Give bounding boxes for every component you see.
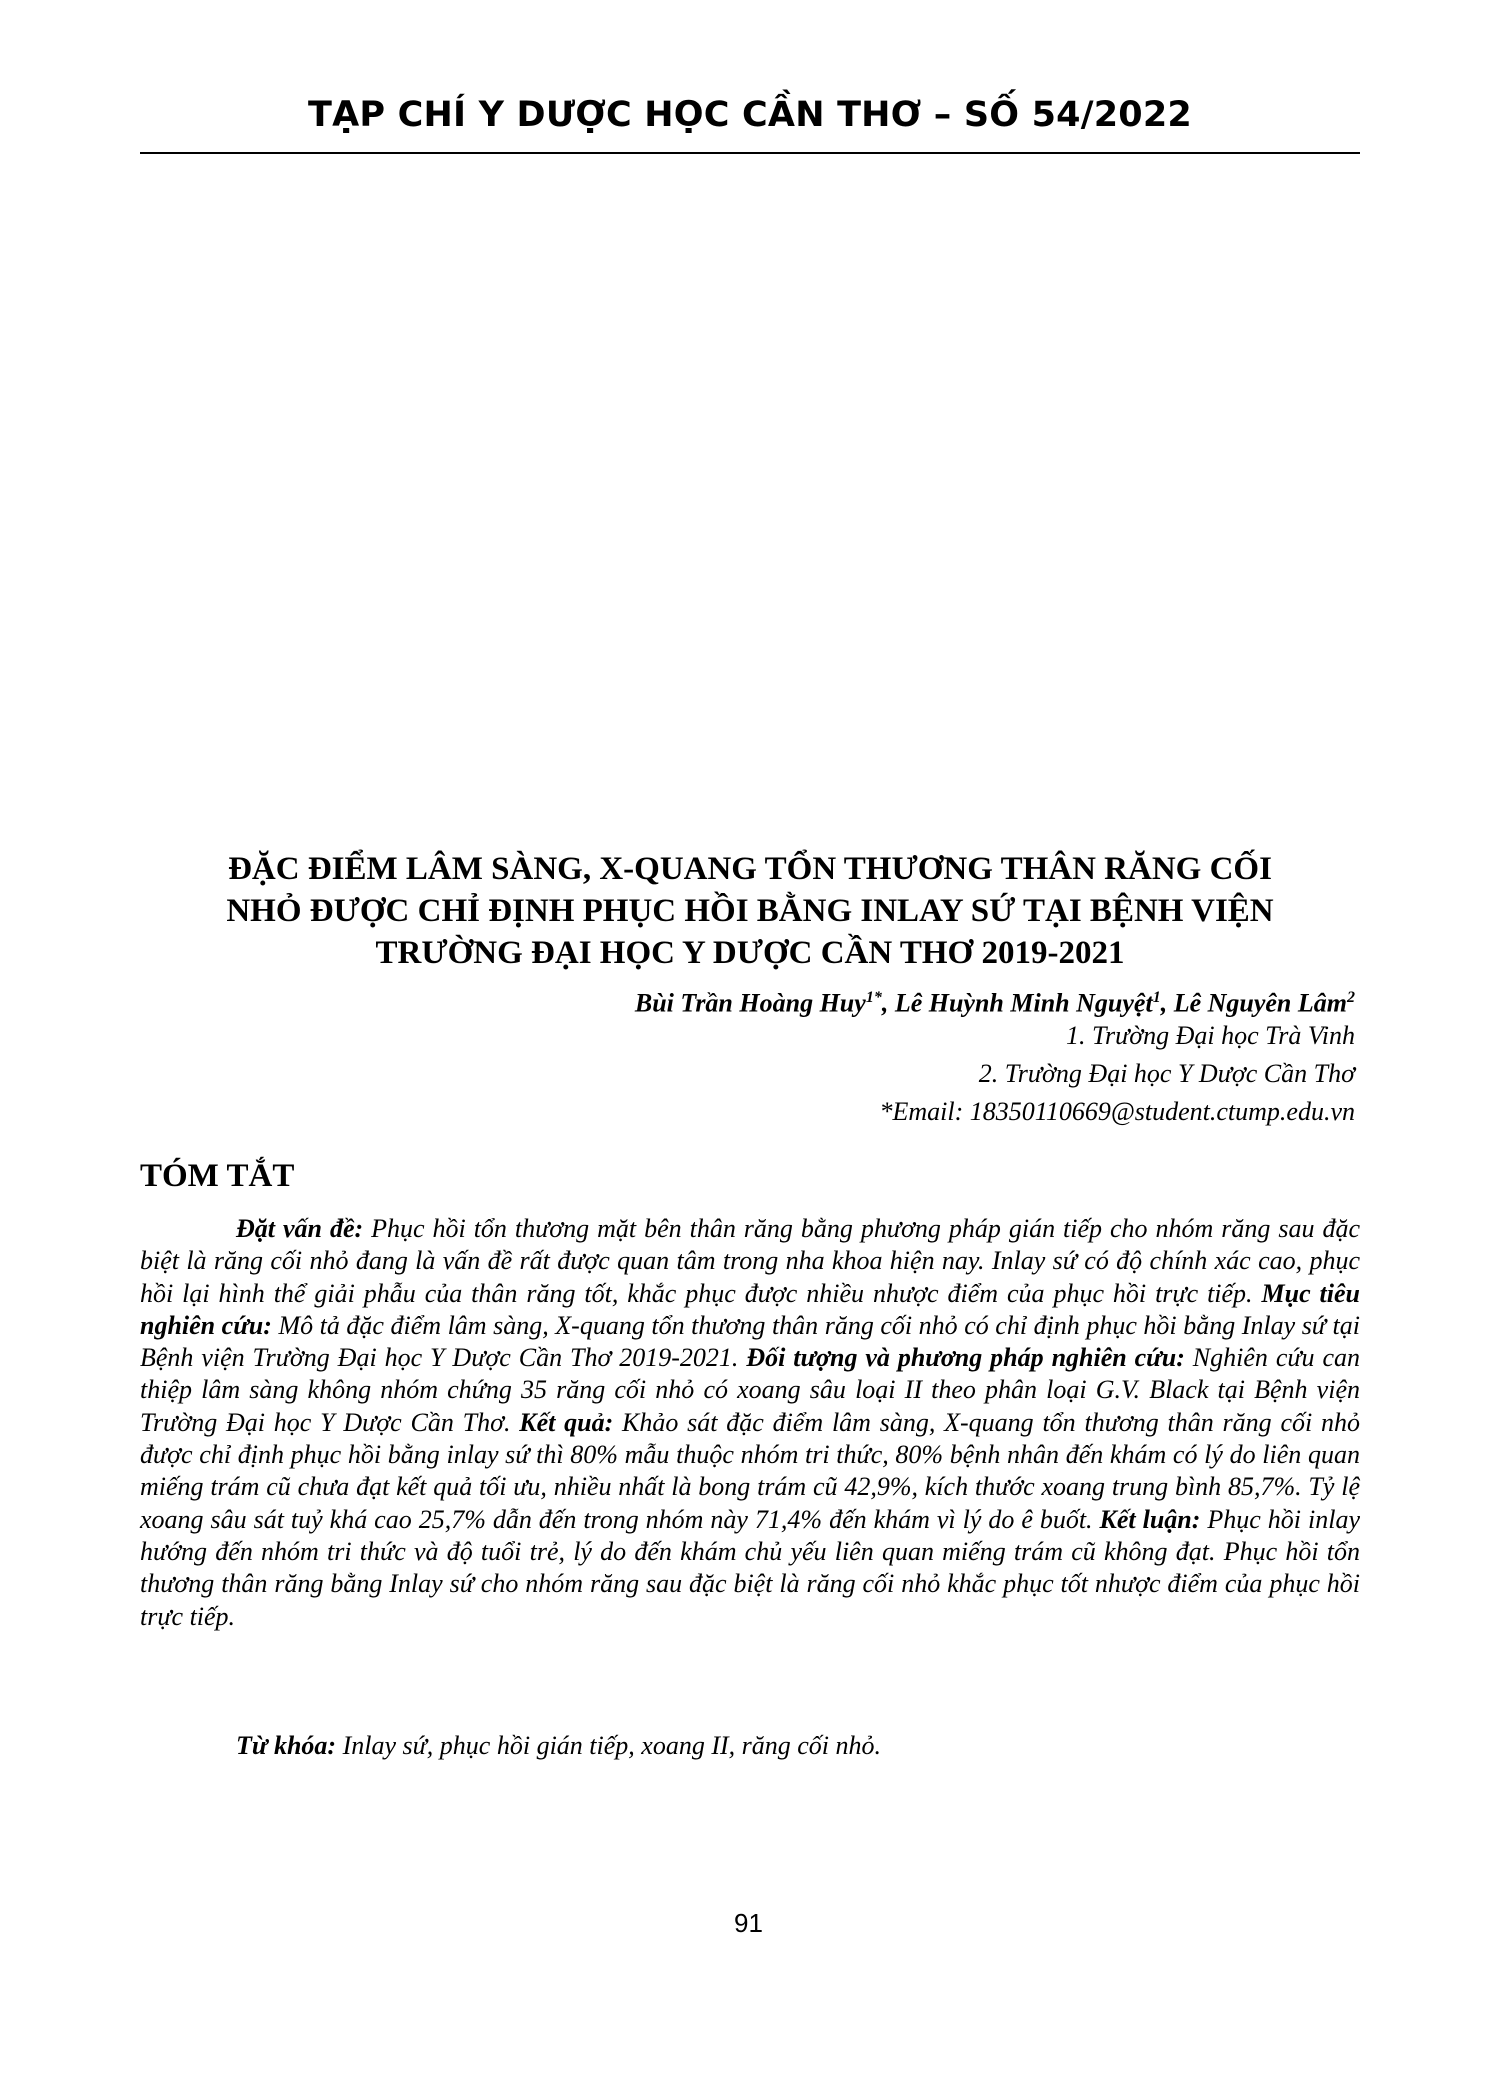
author-affiliation-marker: 1 (1152, 989, 1161, 1006)
title-line: ĐẶC ĐIỂM LÂM SÀNG, X-QUANG TỔN THƯƠNG THÂN RĂNG CỐI (228, 851, 1272, 887)
contact-email: *Email: 18350110669@student.ctump.edu.vn (879, 1097, 1355, 1126)
abstract-text-background: Phục hồi tổn thương mặt bên thân răng bằng phương pháp gián tiếp cho nhóm răng sau đặc biệt là răng cối nhỏ đang là vấn đề rất được quan tâm trong nha khoa hiện nay. Inlay sứ có độ chính xác cao, phục hồi lại hình thể giải phẫu của thân răng tốt, khắc phục được nhiều nhược điểm của phục hồi trực tiếp. (140, 1214, 1360, 1308)
keywords-label: Từ khóa: (236, 1731, 337, 1760)
abstract-label-conclusion: Kết luận: (1099, 1504, 1201, 1534)
abstract-text-methods: Nghiên cứu can thiệp lâm sàng không nhóm chứng 35 răng cối nhỏ có xoang sâu loại II theo phân loại G.V. Black tại Bệnh viện Trường Đại học Y Dược Cần Thơ. (140, 1343, 1360, 1437)
abstract-body (140, 1213, 1360, 1633)
author-separator: , (1160, 988, 1174, 1018)
abstract-label-results: Kết quả: (519, 1407, 614, 1437)
abstract-text-results: Khảo sát đặc điểm lâm sàng, X-quang tổn thương thân răng cối nhỏ được chỉ định phục hồi bằng inlay sứ thì 80% mẫu thuộc nhóm tri thức, 80% bệnh nhân đến khám có lý do liên quan miếng trám cũ chưa đạt kết quả tối ưu, nhiều nhất là bong trám cũ 42,9%, kích thước xoang trung bình 85,7%. Tỷ lệ xoang sâu sát tuỷ khá cao 25,7% dẫn đến trong nhóm này 71,4% đến khám vì lý do ê buốt. (140, 1407, 1360, 1534)
author-name: Bùi Trần Hoàng Huy (634, 988, 866, 1018)
affiliation-1: 1. Trường Đại học Trà Vinh (1065, 1021, 1355, 1050)
abstract-text-objective: Mô tả đặc điểm lâm sàng, X-quang tổn thương thân răng cối nhỏ có chỉ định phục hồi bằng Inlay sứ tại Bệnh viện Trường Đại học Y Dược Cần Thơ 2019-2021. (140, 1310, 1360, 1373)
page-number: 91 (734, 1908, 763, 1938)
abstract-label-background: Đặt vấn đề: (236, 1214, 364, 1243)
header-divider (140, 152, 1360, 154)
author-affiliation-marker: 1* (865, 989, 882, 1006)
abstract-text-conclusion: Phục hồi inlay hướng đến nhóm tri thức và độ tuổi trẻ, lý do đến khám chủ yếu liên quan miếng trám cũ không đạt. Phục hồi tổn thương thân răng bằng Inlay sứ cho nhóm răng sau đặc biệt là răng cối nhỏ khắc phục tốt nhược điểm của phục hồi trực tiếp. (140, 1504, 1360, 1631)
abstract-heading: TÓM TẮT (140, 1158, 295, 1194)
abstract-label-objective: Mục tiêu nghiên cứu: (140, 1278, 1360, 1340)
author-affiliation-marker: 2 (1347, 989, 1355, 1006)
keywords-text: Inlay sứ, phục hồi gián tiếp, xoang II, răng cối nhỏ. (336, 1731, 882, 1760)
abstract-label-methods: Đối tượng và phương pháp nghiên cứu: (746, 1343, 1185, 1373)
title-line: TRƯỜNG ĐẠI HỌC Y DƯỢC CẦN THƠ 2019-2021 (375, 935, 1125, 971)
affiliation-2: 2. Trường Đại học Y Dược Cần Thơ (978, 1059, 1355, 1088)
author-separator: , (881, 988, 895, 1018)
keywords (140, 1730, 1360, 1762)
author-name: Lê Nguyên Lâm (1173, 988, 1347, 1018)
journal-header: TẠP CHÍ Y DƯỢC HỌC CẦN THƠ – SỐ 54/2022 (308, 95, 1192, 135)
title-line: NHỎ ĐƯỢC CHỈ ĐỊNH PHỤC HỒI BẰNG INLAY SỨ TẠI BỆNH VIỆN (226, 893, 1274, 929)
article-title (140, 848, 1360, 974)
author-name: Lê Huỳnh Minh Nguyệt (894, 988, 1153, 1018)
author-list (635, 980, 1355, 1022)
